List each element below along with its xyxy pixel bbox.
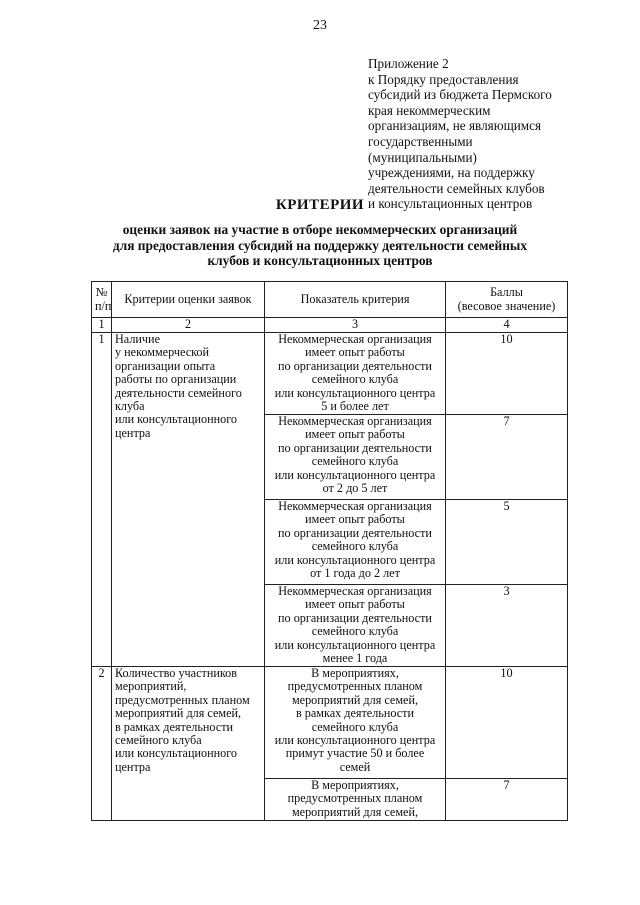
score-cell: 10 <box>446 667 568 779</box>
indicator-line: или консультационного центра <box>274 733 436 748</box>
indicator-line: семейного клуба <box>311 624 399 639</box>
header-num-line: п/п <box>95 298 112 313</box>
indicator-line: или консультационного центра <box>274 467 436 482</box>
criterion-line: или консультационного <box>115 746 238 761</box>
criterion-line: работы по организации <box>115 372 237 387</box>
appendix-block <box>368 56 618 212</box>
indicator-line: имеет опыт работы <box>305 597 405 612</box>
indicator-line: мероприятий для семей, <box>291 692 419 707</box>
indicator-cell <box>265 667 446 779</box>
appendix-line: государственными <box>368 133 473 149</box>
row-number: 1 <box>92 333 112 667</box>
indicator-cell <box>265 585 446 667</box>
appendix-line: Приложение 2 <box>368 56 449 71</box>
indicator-line: Некоммерческая организация <box>278 414 432 428</box>
criterion-line: у некоммерческой <box>115 345 210 360</box>
indicator-line: менее 1 года <box>322 651 388 666</box>
appendix-line: организациям, не являющимся <box>368 118 542 134</box>
criterion-line: семейного клуба <box>115 733 202 748</box>
header-num-line: № <box>95 285 108 300</box>
column-index-row <box>92 318 568 333</box>
header-num <box>92 282 112 318</box>
header-score-line: Баллы <box>490 285 523 300</box>
criterion-cell <box>112 333 265 667</box>
page-number: 23 <box>313 18 327 33</box>
document-title: КРИТЕРИИ <box>275 197 365 213</box>
criterion-line: Наличие <box>115 332 160 346</box>
indicator-line: предусмотренных планом <box>287 791 423 806</box>
table-header-row <box>92 282 568 318</box>
criterion-line: Количество участников <box>115 666 238 680</box>
score-cell: 7 <box>446 415 568 500</box>
indicator-line: по организации деятельности <box>278 440 432 455</box>
indicator-line: В мероприятиях, <box>311 778 399 792</box>
row-number: 2 <box>92 667 112 821</box>
indicator-line: в рамках деятельности <box>295 706 415 721</box>
indicator-line: Некоммерческая организация <box>278 332 432 346</box>
indicator-line: по организации деятельности <box>278 358 432 373</box>
indicator-line: от 2 до 5 лет <box>322 481 388 496</box>
criterion-line: клуба <box>115 399 145 414</box>
indicator-line: или консультационного центра <box>274 637 436 652</box>
criterion-line: деятельности семейного <box>115 385 242 400</box>
indicator-line: семейного клуба <box>311 539 399 554</box>
indicator-line: по организации деятельности <box>278 525 432 540</box>
header-score-line: (весовое значение) <box>457 298 556 313</box>
column-index: 2 <box>112 318 265 333</box>
indicator-line: семей <box>339 759 371 774</box>
score-cell: 10 <box>446 333 568 415</box>
criteria-table <box>91 281 568 821</box>
criterion-line: или консультационного <box>115 412 238 427</box>
criterion-line: организации опыта <box>115 358 216 373</box>
indicator-line: семейного клуба <box>311 454 399 469</box>
indicator-line: имеет опыт работы <box>305 427 405 442</box>
indicator-cell <box>265 779 446 821</box>
criterion-line: центра <box>115 759 151 774</box>
appendix-line: учреждениями, на поддержку <box>368 165 535 181</box>
subtitle-line: для предоставления субсидий на поддержку деятельности семейных <box>112 237 528 253</box>
appendix-line: к Порядку предоставления <box>368 71 519 87</box>
score-cell: 7 <box>446 779 568 821</box>
indicator-line: 5 и более лет <box>321 399 389 414</box>
header-score <box>446 282 568 318</box>
table-row <box>92 667 568 779</box>
column-index: 3 <box>265 318 446 333</box>
indicator-line: от 1 года до 2 лет <box>310 566 400 581</box>
indicator-line: Некоммерческая организация <box>278 584 432 598</box>
indicator-line: предусмотренных планом <box>287 679 423 694</box>
criterion-cell <box>112 667 265 821</box>
indicator-line: примут участие 50 и более <box>285 746 425 761</box>
column-index: 4 <box>446 318 568 333</box>
criterion-line: мероприятий, <box>115 679 187 694</box>
indicator-line: или консультационного центра <box>274 385 436 400</box>
indicator-line: В мероприятиях, <box>311 666 399 680</box>
header-indicator: Показатель критерия <box>265 282 446 318</box>
header-criteria: Критерии оценки заявок <box>112 282 265 318</box>
indicator-line: или консультационного центра <box>274 552 436 567</box>
subtitle-line: оценки заявок на участие в отборе некоммерческих организаций <box>122 222 518 237</box>
indicator-line: мероприятий для семей, <box>291 804 419 819</box>
appendix-line: деятельности семейных клубов <box>368 180 545 196</box>
score-cell: 5 <box>446 500 568 585</box>
indicator-line: имеет опыт работы <box>305 512 405 527</box>
indicator-line: имеет опыт работы <box>305 345 405 360</box>
criterion-line: мероприятий для семей, <box>115 706 242 721</box>
indicator-line: семейного клуба <box>311 719 399 734</box>
indicator-cell <box>265 415 446 500</box>
document-subtitle <box>80 222 560 269</box>
appendix-line: и консультационных центров <box>368 196 533 212</box>
score-cell: 3 <box>446 585 568 667</box>
criterion-line: центра <box>115 425 151 440</box>
table-row <box>92 333 568 415</box>
criterion-line: предусмотренных планом <box>115 692 250 707</box>
subtitle-line: клубов и консультационных центров <box>207 253 433 268</box>
appendix-line: края некоммерческим <box>368 102 491 118</box>
indicator-line: по организации деятельности <box>278 610 432 625</box>
indicator-line: Некоммерческая организация <box>278 499 432 513</box>
appendix-line: субсидий из бюджета Пермского <box>368 87 552 103</box>
indicator-cell <box>265 500 446 585</box>
indicator-cell <box>265 333 446 415</box>
indicator-line: семейного клуба <box>311 372 399 387</box>
column-index: 1 <box>92 318 112 333</box>
criterion-line: в рамках деятельности <box>115 719 234 734</box>
appendix-line: (муниципальными) <box>368 149 477 165</box>
